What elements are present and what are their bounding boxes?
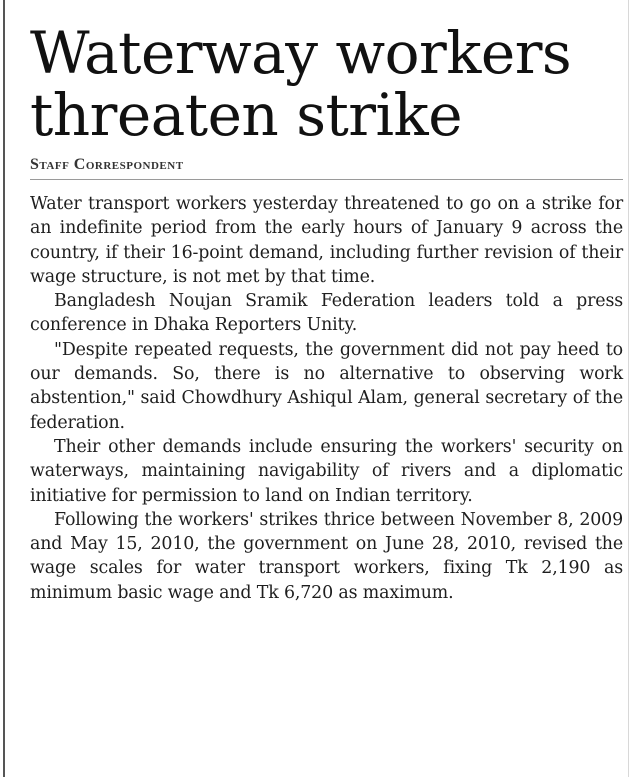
headline-line-2: threaten strike (30, 81, 463, 149)
paragraph-3: "Despite repeated requests, the government did not pay heed to our demands. So, there is no alternative to observing work abstention," said Chowdhury Ashiqul Alam, general secretary of the federation. (30, 339, 623, 433)
paragraph-4: Their other demands include ensuring the workers' security on waterways, maintaining navigability of rivers and a diplomatic initiative for permission to land on Indian territory. (30, 436, 623, 506)
article-body (30, 192, 623, 605)
paragraph-5: Following the workers' strikes thrice between November 8, 2009 and May 15, 2010, the government on June 28, 2010, revised the wage scales for water transport workers, fixing Tk 2,190 as minimum basic wage and Tk 6,720 as maximum. (30, 509, 623, 603)
byline: Staff Correspondent (30, 156, 623, 180)
paragraph-1: Water transport workers yesterday threatened to go on a strike for an indefinite period from the early hours of January 9 across the country, if their 16-point demand, including further revision of their wage structure, is not met by that time. (30, 194, 623, 287)
column-divider-right (628, 0, 629, 777)
news-article (30, 19, 623, 605)
headline (30, 19, 623, 149)
paragraph-2: Bangladesh Noujan Sramik Federation leaders told a press conference in Dhaka Reporters Unity. (30, 291, 623, 336)
headline-line-1: Waterway workers (30, 19, 572, 87)
column-divider-left (3, 0, 5, 777)
